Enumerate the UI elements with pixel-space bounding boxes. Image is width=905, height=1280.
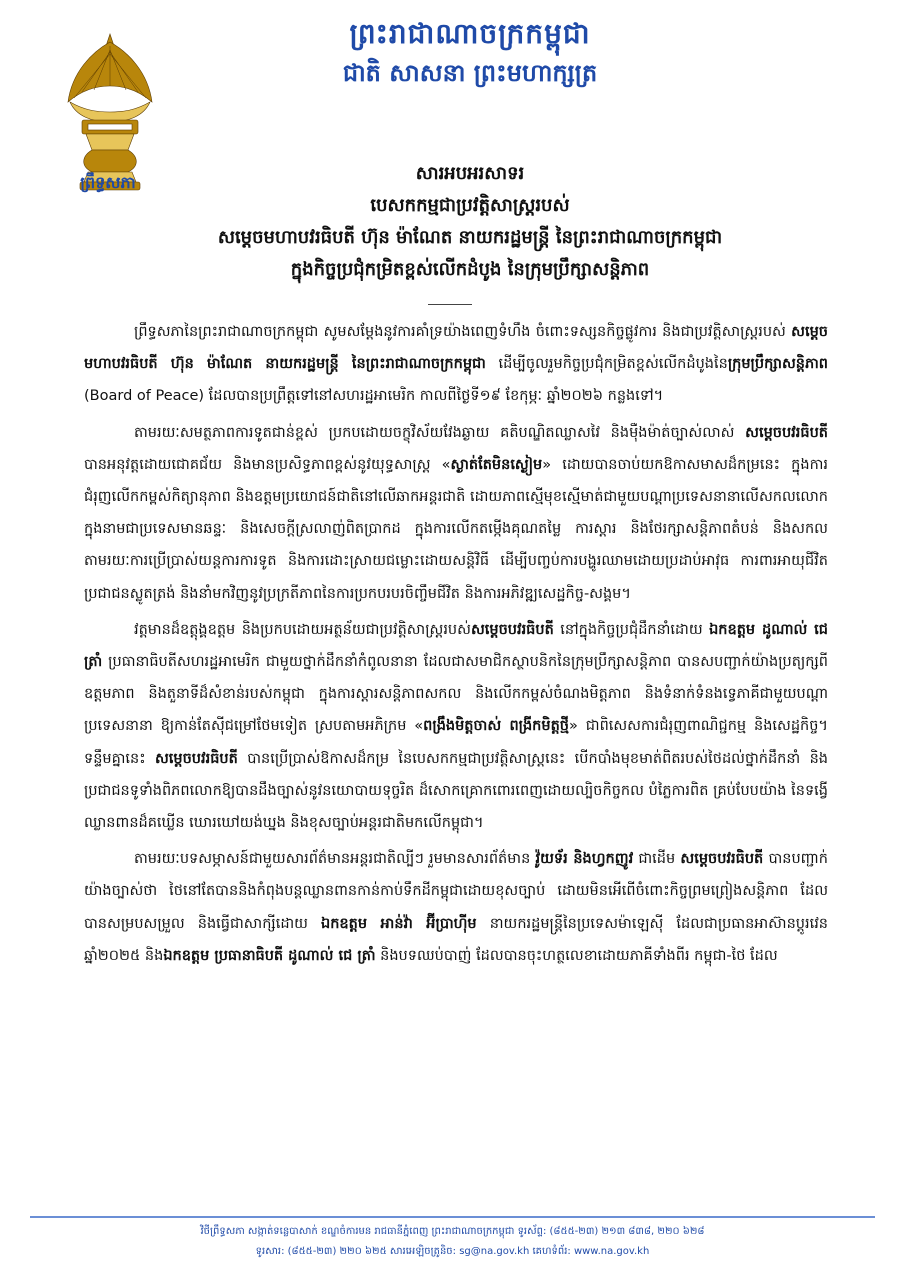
footer-address: វិថីព្រឹទ្ធសភា សង្កាត់ទន្លេបាសាក់ ខណ្ឌចំការមន រាជធានីភ្នំពេញ ព្រះរាជាណាចក្រកម្ពុជា ទូរស័ព្ទ: (៨៥៥-២៣) ២១៣ ៨៣៨, ២២០ ៦២៨	[200, 1226, 705, 1237]
bold-run: សម្តេចបវរធិបតី	[680, 851, 764, 868]
bold-run: ពង្រឹងមិត្តចាស់ ពង្រីកមិត្តថ្មី	[423, 718, 569, 735]
text-run: ដើម្បីចូលរួមកិច្ចប្រជុំកម្រិតខ្ពស់លើកដំបូងនៃ	[485, 356, 728, 373]
text-run: ព្រឹទ្ធសភានៃព្រះរាជាណាចក្រកម្ពុជា សូមសម្តែងនូវការគាំទ្រយ៉ាងពេញទំហឹង ចំពោះទស្សនកិច្ចផ្លូវការ និងជាប្រវត្តិសាស្ត្ររបស់	[134, 324, 792, 340]
title-line-4: ក្នុងកិច្ចប្រជុំកម្រិតខ្ពស់លើកដំបូង នៃក្រុមប្រឹក្សាសន្តិភាព	[290, 259, 650, 280]
title-divider	[428, 304, 472, 305]
bold-run: សម្តេចបវរធិបតី	[154, 750, 238, 767]
bold-run: ស្ងាត់តែមិនស្ងៀម	[450, 456, 543, 473]
letter-body	[84, 316, 828, 976]
footer-contact	[60, 1222, 845, 1262]
footer-divider	[30, 1216, 875, 1218]
text-run: ជាដើម	[633, 851, 681, 868]
text-run: » ជាពិសេសការជំរុញពាណិជ្ជកម្ម និងសេដ្ឋកិច្ច។ ទន្ទឹមគ្នានេះ	[84, 718, 828, 767]
letter-titles	[100, 158, 840, 286]
text-run: និងបទឈប់បាញ់ ដែលបានចុះហត្ថលេខាដោយភាគីទាំងពីរ កម្ពុជា-ថៃ ដែល	[375, 947, 778, 964]
text-run: បានបញ្ជាក់យ៉ាងច្បាស់ថា ថៃនៅតែបាននិងកំពុងបន្តឈ្លានពានកាន់កាប់ទឹកដីកម្ពុជាដោយខុសច្បាប់ ដោយមិនអើពើចំពោះកិច្ចព្រមព្រៀងសន្តិភាព ដែលបានសម្របសម្រួល និងធ្វើជាសាក្សីដោយ	[84, 851, 828, 932]
kingdom-heading: ព្រះរាជាណាចក្រកម្ពុជា	[349, 17, 591, 50]
bold-run: ឯកឧត្តម ប្រធានាធិបតី ដូណាល់ ជេ ត្រាំ	[163, 947, 376, 964]
text-run: ប្រធានាធិបតីសហរដ្ឋអាមេរិក ជាមួយថ្នាក់ដឹកនាំកំពូលនានា ដែលជាសមាជិកស្ថាបនិកនៃក្រុមប្រឹក្សាសន្តិភាព បានសបញ្ជាក់យ៉ាងប្រត្យក្សពីឧត្តមភាព និងតួនាទីដ៏សំខាន់របស់កម្ពុជា ក្នុងការស្តារសន្តិភាពសកល និងលើកកម្ពស់ចំណងមិត្តភាព និងទំនាក់ទំនងទ្វេភាគីជាមួយបណ្តាប្រទេសនានា ឱ្យកាន់តែស៊ីជម្រៅថែមទៀត ស្របតាមអភិក្រម «	[84, 654, 828, 735]
text-run: » ដោយបានចាប់យកឱកាសមាសដ៏កម្រនេះ ក្នុងការជំរុញលើកកម្ពស់កិត្យានុភាព និងឧត្តមប្រយោជន៍ជាតិនៅលើឆាកអន្តរជាតិ ដោយភាពស្មើមុខស្មើមាត់ជាមួយបណ្តាប្រទេសនានាលើសកលលោក ក្នុងនាមជាប្រទេសមានឆន្ទៈ និងសេចក្តីស្រលាញ់ពិតប្រាកដ ក្នុងការលើកតម្កើងគុណតម្លៃ ការស្តារ និងថែរក្សាសន្តិភាពតំបន់ និងសកល តាមរយៈការប្រើប្រាស់យន្តការការទូត និងការដោះស្រាយជម្លោះដោយសន្តិវិធី ដើម្បីបញ្ចប់ការបង្ហូរឈាមដោយប្រដាប់អាវុធ ការពារអាយុជីវិតប្រជាជនស្លូតត្រង់ និងនាំមកវិញនូវប្រក្រតីភាពនៃការប្រកបរបរចិញ្ចឹមជីវិត និងការអភិវឌ្ឍសេដ្ឋកិច្ច-សង្គម។	[84, 456, 828, 602]
title-line-3: សម្តេចមហាបវរធិបតី ហ៊ុន ម៉ាណែត នាយករដ្ឋមន្ត្រី នៃព្រះរាជាណាចក្រកម្ពុជា	[217, 227, 723, 248]
text-run: បានប្រើប្រាស់ឱកាសដ៏កម្រ នៃបេសកកម្មជាប្រវត្តិសាស្ត្រនេះ បើកបាំងមុខមាត់ពិតរបស់ថៃដល់ថ្នាក់ដឹកនាំ និងប្រជាជនទូទាំងពិភពលោកឱ្យបានដឹងច្បាស់នូវនយោបាយទុច្ចរិត ដ៏សោកគ្រោកពោរពេញដោយល្បិចកិច្ចកល បំភ្លៃការពិត គ្រប់បែបយ៉ាង នៃទង្វើឈ្លានពានដ៏គឃ្លើន ឃោរឃៅយង់ឃ្នង និងខុសច្បាប់អន្តរជាតិមកលើកម្ពុជា។	[84, 750, 828, 832]
senate-label: ព្រឹទ្ធសភា	[80, 173, 136, 192]
title-line-1: សារអបអរសាទរ	[415, 163, 525, 184]
bold-run: សម្តេចបវរធិបតី	[470, 621, 554, 638]
paragraph-2	[84, 417, 828, 610]
bold-run: សម្តេចមហាបវរធិបតី ហ៊ុន ម៉ាណែត នាយករដ្ឋមន្ត្រី នៃព្រះរាជាណាចក្រកម្ពុជា	[84, 324, 828, 373]
bold-run: សម្តេចបវរធិបតី	[745, 424, 828, 441]
footer-contact-info: ទូរសារ: (៨៥៥-២៣) ២២០ ៦២៥ សារអេឡិចត្រូនិច: sg@na.gov.kh គេហទំព័រ: www.na.gov.kh	[255, 1246, 650, 1257]
motto-heading: ជាតិ សាសនា ព្រះមហាក្សត្រ	[342, 59, 598, 87]
bold-run: វ៉ូយទ័រ និងហ្វកញូវ	[535, 851, 634, 868]
bold-run: ឯកឧត្តម អាន់វ៉ា អ៊ីប្រាហ៊ីម	[321, 915, 477, 932]
paragraph-4	[84, 843, 828, 972]
text-run: បានអនុវត្តដោយជោគជ័យ និងមានប្រសិទ្ធភាពខ្ពស់នូវយុទ្ធសាស្ត្រ «	[84, 456, 451, 473]
bold-run: ក្រុមប្រឹក្សាសន្តិភាព	[727, 356, 828, 373]
text-run: (Board of Peace) ដែលបានប្រព្រឹត្តទៅនៅសហរដ្ឋអាមេរិក កាលពីថ្ងៃទី១៩ ខែកុម្ភៈ ឆ្នាំ២០២៦ កន្លងទៅ។	[84, 388, 664, 405]
bold-run: ឯកឧត្តម ដូណាល់ ជេ ត្រាំ	[84, 621, 828, 671]
text-run: តាមរយៈសមត្ថភាពការទូតជាន់ខ្ពស់ ប្រកបដោយចក្ខុវិស័យវែងឆ្ងាយ គតិបណ្ឌិតឈ្លាសវៃ និងម៉ឺងម៉ាត់ច្បាស់លាស់	[134, 424, 746, 441]
text-run: វត្តមានដ៏ឧត្តុង្គឧត្តម និងប្រកបដោយអត្ថន័យជាប្រវត្តិសាស្ត្ររបស់	[134, 621, 471, 638]
paragraph-3	[84, 614, 828, 839]
text-run: នាយករដ្ឋមន្ត្រីនៃប្រទេសម៉ាឡេស៊ី ដែលជាប្រធានអាស៊ានប្តូរវេនឆ្នាំ២០២៥ និង	[84, 915, 828, 964]
text-run: តាមរយៈបទសម្ភាសន៍ជាមួយសារព័ត៌មានអន្តរជាតិល្បីៗ រួមមានសារព័ត៌មាន	[134, 851, 536, 868]
text-run: នៅក្នុងកិច្ចប្រជុំដឹកនាំដោយ	[553, 621, 710, 638]
title-line-2: បេសកកម្មជាប្រវត្តិសាស្ត្ររបស់	[370, 195, 570, 216]
paragraph-1	[84, 316, 828, 413]
